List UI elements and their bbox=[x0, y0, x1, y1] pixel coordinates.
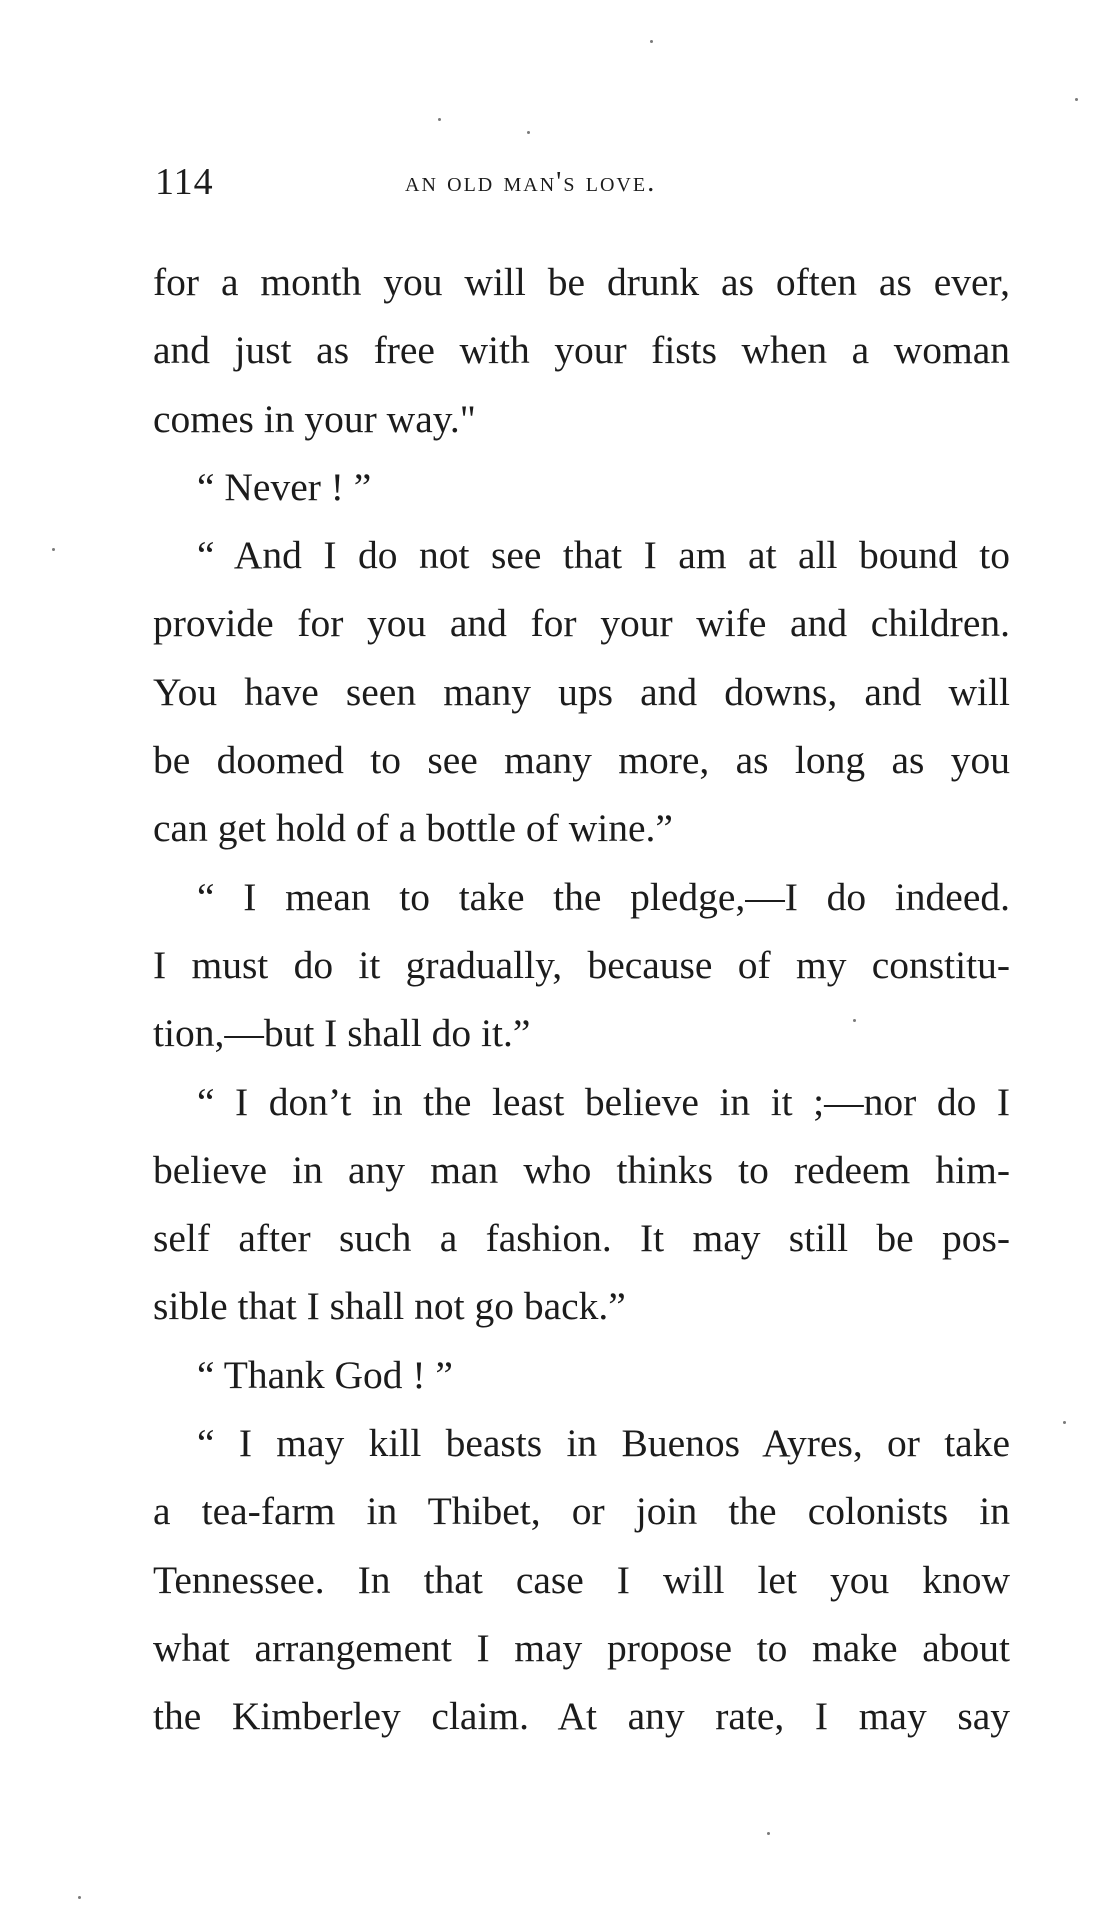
text-line: “ I may kill beasts in Buenos Ayres, or take bbox=[197, 1421, 1010, 1466]
text-line: “ I don’t in the least believe in it ;—nor do I bbox=[197, 1079, 1010, 1124]
running-head bbox=[155, 160, 1015, 210]
text-line: Tennessee. In that case I will let you know bbox=[153, 1557, 1010, 1602]
paper-speck bbox=[78, 1896, 81, 1899]
text-line: what arrangement I may propose to make about bbox=[153, 1625, 1010, 1670]
text-line: and just as free with your fists when a woman bbox=[153, 328, 1010, 373]
text-line: You have seen many ups and downs, and will bbox=[153, 669, 1010, 714]
text-line: “ I mean to take the pledge,—I do indeed. bbox=[197, 874, 1010, 919]
text-line: provide for you and for your wife and children. bbox=[153, 601, 1010, 646]
text-line: “ Thank God ! ” bbox=[197, 1352, 453, 1397]
text-line: the Kimberley claim. At any rate, I may say bbox=[153, 1694, 1010, 1739]
paper-speck bbox=[527, 131, 530, 134]
paper-speck bbox=[438, 118, 441, 121]
text-line: “ Never ! ” bbox=[197, 464, 372, 509]
text-line: I must do it gradually, because of my constitu- bbox=[153, 942, 1010, 987]
paper-speck bbox=[1063, 1421, 1066, 1424]
text-line: comes in your way." bbox=[153, 396, 476, 441]
text-line: self after such a fashion. It may still be pos- bbox=[153, 1216, 1010, 1261]
paper-speck bbox=[1075, 98, 1078, 101]
paper-speck bbox=[52, 548, 55, 551]
paper-speck bbox=[650, 40, 653, 43]
text-line: “ And I do not see that I am at all bound to bbox=[197, 533, 1010, 578]
text-line: believe in any man who thinks to redeem him- bbox=[153, 1147, 1010, 1192]
body-text bbox=[153, 248, 1010, 1751]
text-line: a tea-farm in Thibet, or join the colonists in bbox=[153, 1489, 1010, 1534]
text-line: be doomed to see many more, as long as you bbox=[153, 738, 1010, 783]
paper-speck bbox=[853, 1019, 856, 1022]
text-line: sible that I shall not go back.” bbox=[153, 1284, 626, 1329]
paper-speck bbox=[767, 1832, 770, 1835]
text-line: for a month you will be drunk as often as ever, bbox=[153, 260, 1010, 304]
text-line: tion,—but I shall do it.” bbox=[153, 1011, 531, 1056]
page-number: 114 bbox=[155, 161, 214, 203]
running-title: an old man's love. bbox=[405, 166, 657, 198]
text-line: can get hold of a bottle of wine.” bbox=[153, 806, 673, 851]
